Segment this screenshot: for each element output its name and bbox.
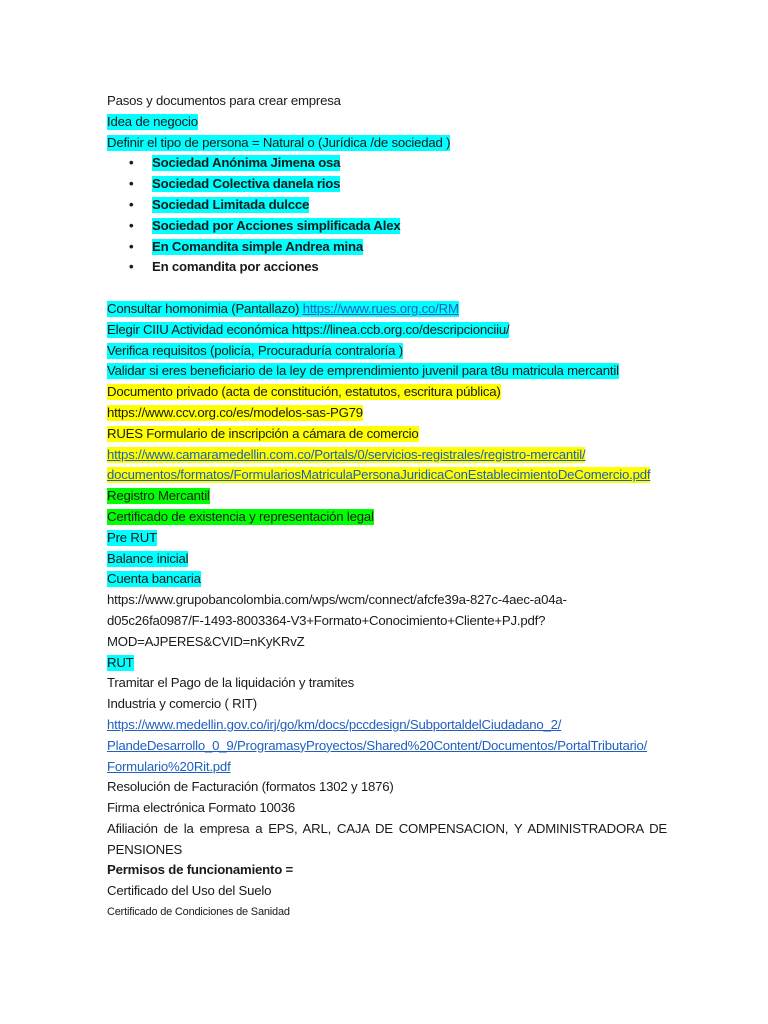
facturacion-line: Resolución de Facturación (formatos 1302 y 1876) [107, 779, 394, 795]
requisitos-line: Verifica requisitos (policía, Procuraduría contraloría ) [107, 342, 403, 358]
spacer [107, 278, 667, 299]
list-item-text: Sociedad Colectiva danela rios [152, 176, 341, 192]
bullet-icon: • [129, 217, 134, 233]
doc-title: Pasos y documentos para crear empresa [107, 93, 341, 108]
medellin-link-continued[interactable]: PlandeDesarrollo_0_9/ProgramasyProyectos/Shared%20Content/Documentos/PortalTributario/ [107, 737, 648, 753]
ciiu-line: Elegir CIIU Actividad económica https://linea.ccb.org.co/descripcionciiu/ [107, 321, 510, 337]
bancolombia-url-2: d05c26fa0987/F-1493-8003364-V3+Formato+Conocimiento+Cliente+PJ.pdf? [107, 612, 546, 628]
bullet-icon: • [129, 176, 134, 192]
list-item-text: Sociedad Anónima Jimena osa [152, 155, 341, 171]
list-item [107, 174, 667, 195]
homonimia-line [107, 301, 459, 317]
camara-link-continued[interactable]: documentos/formatos/FormulariosMatriculaPersonaJuridicaConEstablecimientoDeComercio.pdf [107, 467, 651, 483]
emprendimiento-line: Validar si eres beneficiario de la ley de emprendimiento juvenil para t8u matricula mercantil [107, 363, 619, 379]
bullet-icon: • [129, 196, 134, 212]
list-item [107, 257, 667, 278]
rues-formulario-line: RUES Formulario de inscripción a cámara de comercio [107, 425, 419, 441]
bullet-icon: • [129, 238, 134, 254]
list-item-text: Sociedad por Acciones simplificada Alex [152, 217, 401, 233]
uso-suelo-line: Certificado del Uso del Suelo [107, 883, 272, 899]
certificado-existencia-line: Certificado de existencia y representación legal [107, 508, 374, 524]
medellin-link-end[interactable]: Formulario%20Rit.pdf [107, 758, 231, 774]
afiliacion-line: Afiliación de la empresa a EPS, ARL, CAJA DE COMPENSACION, Y ADMINISTRADORA DE [107, 820, 667, 836]
registro-mercantil-line: Registro Mercantil [107, 488, 210, 504]
rues-link[interactable]: https://www.rues.org.co/RM [302, 300, 459, 316]
list-item [107, 216, 667, 237]
medellin-link[interactable]: https://www.medellin.gov.co/irj/go/km/docs/pccdesign/SubportaldelCiudadano_2/ [107, 716, 562, 732]
bancolombia-url-1: https://www.grupobancolombia.com/wps/wcm/connect/afcfe39a-827c-4aec-a04a- [107, 592, 567, 608]
bancolombia-url-3: MOD=AJPERES&CVID=nKyKRvZ [107, 633, 305, 649]
permisos-heading: Permisos de funcionamiento = [107, 862, 294, 878]
list-item-text: En comandita por acciones [152, 259, 319, 275]
homonimia-text: Consultar homonimia (Pantallazo) [107, 300, 303, 316]
document-body [107, 91, 667, 923]
firma-line: Firma electrónica Formato 10036 [107, 800, 296, 816]
ccv-line: https://www.ccv.org.co/es/modelos-sas-PG79 [107, 404, 363, 420]
bullet-icon: • [129, 155, 134, 171]
industria-line: Industria y comercio ( RIT) [107, 696, 257, 712]
tipo-persona: Definir el tipo de persona = Natural o (Jurídica /de sociedad ) [107, 134, 451, 150]
documento-privado-line: Documento privado (acta de constitución, estatutos, escritura pública) [107, 384, 501, 400]
list-item [107, 153, 667, 174]
rut-line: RUT [107, 654, 134, 670]
bullet-icon: • [129, 259, 134, 275]
balance-line: Balance inicial [107, 550, 189, 566]
list-item [107, 237, 667, 258]
list-item-text: En Comandita simple Andrea mina [152, 238, 363, 254]
list-item [107, 195, 667, 216]
idea-negocio: Idea de negocio [107, 113, 198, 129]
tramitar-line: Tramitar el Pago de la liquidación y tramites [107, 675, 355, 691]
list-item-text: Sociedad Limitada dulcce [152, 196, 310, 212]
pre-rut-line: Pre RUT [107, 529, 157, 545]
afiliacion-line-continued: PENSIONES [107, 841, 183, 857]
cuenta-line: Cuenta bancaria [107, 571, 201, 587]
sanidad-line: Certificado de Condiciones de Sanidad [107, 906, 290, 919]
camara-link[interactable]: https://www.camaramedellin.com.co/Portals/0/servicios-registrales/registro-mercantil/ [107, 446, 586, 462]
